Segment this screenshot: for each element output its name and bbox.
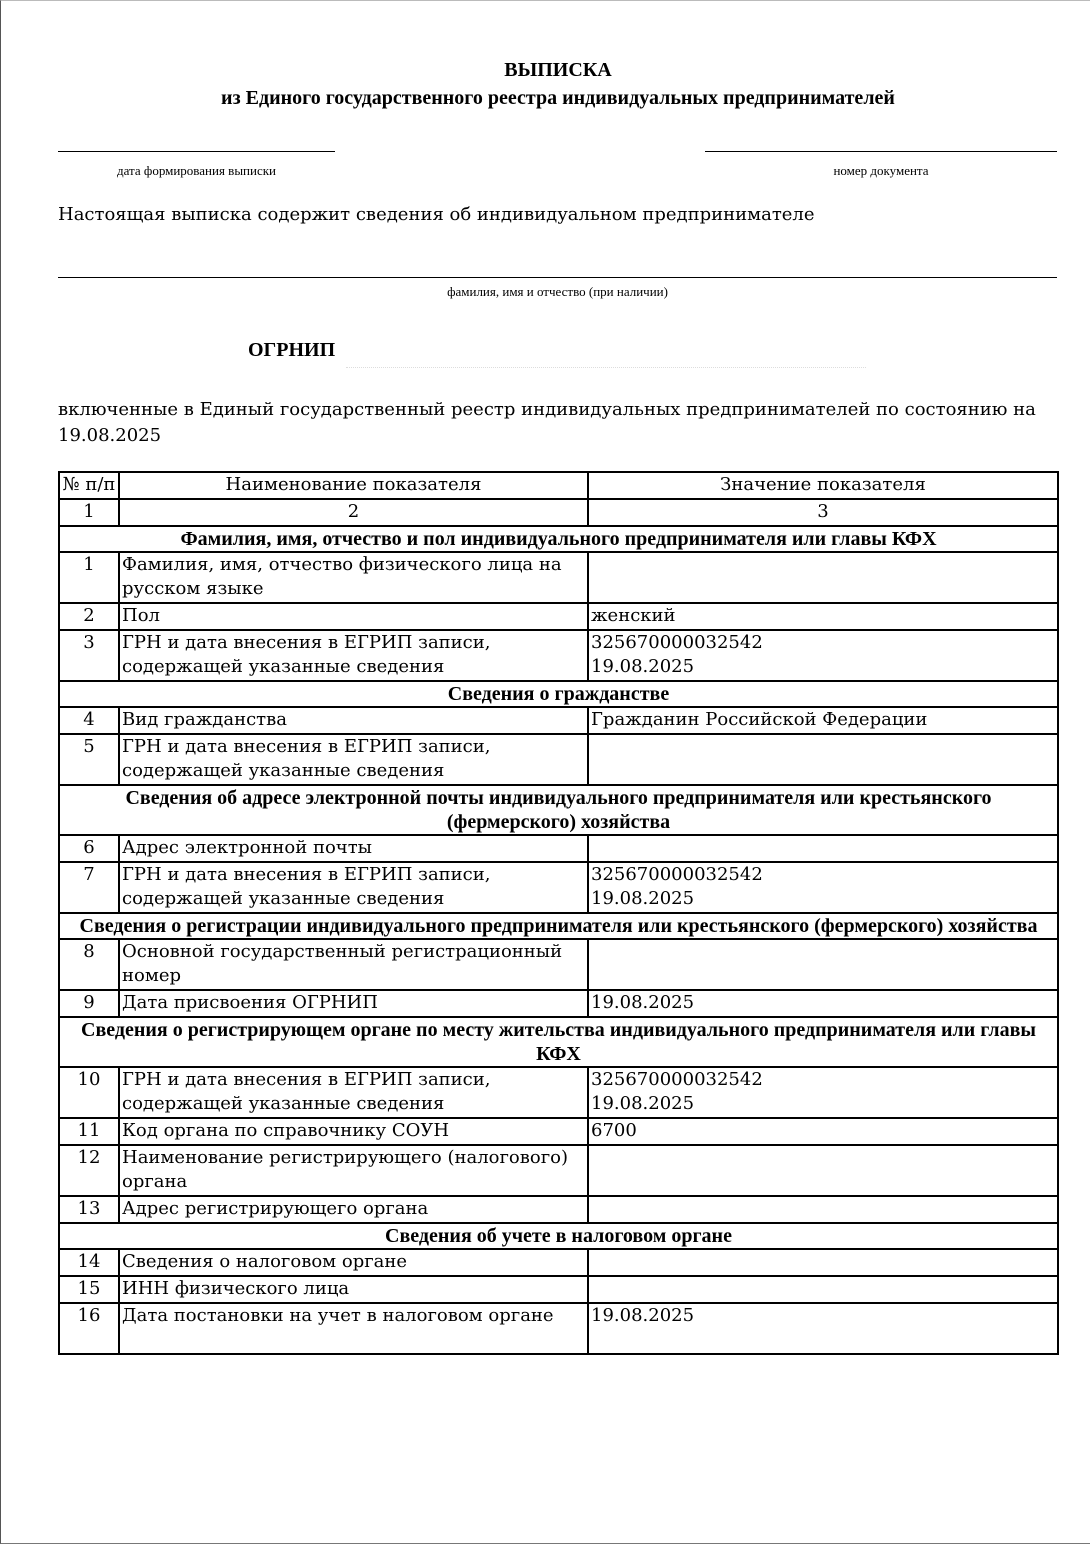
row-number: 11 xyxy=(59,1118,119,1145)
fio-caption: фамилия, имя и отчество (при наличии) xyxy=(447,284,668,299)
indicator-name: Код органа по справочнику СОУН xyxy=(119,1118,588,1145)
value-line: 325670000032542 xyxy=(591,864,763,885)
indicator-name: Сведения о налоговом органе xyxy=(119,1249,588,1276)
table-row xyxy=(59,1276,1058,1303)
section-title: Сведения о регистрации индивидуального предпринимателя или крестьянского (фермерского) хозяйства xyxy=(59,913,1058,939)
section-title: Сведения о гражданстве xyxy=(59,681,1058,707)
indicator-name: ГРН и дата внесения в ЕГРИП записи, содержащей указанные сведения xyxy=(119,1067,588,1118)
section-title: Сведения о регистрирующем органе по месту жительства индивидуального предпринимателя или главы КФХ xyxy=(59,1017,1058,1067)
table-row xyxy=(59,707,1058,734)
value-date: 19.08.2025 xyxy=(591,1093,695,1114)
section-row xyxy=(59,526,1058,552)
section-row xyxy=(59,913,1058,939)
row-number: 6 xyxy=(59,835,119,862)
indicator-value xyxy=(588,707,1058,734)
indicator-value xyxy=(588,603,1058,630)
indicator-value xyxy=(588,939,1058,990)
table-row xyxy=(59,1249,1058,1276)
row-number: 10 xyxy=(59,1067,119,1118)
ogrnip-label: ОГРНИП xyxy=(248,339,336,361)
indicator-name: Адрес электронной почты xyxy=(119,835,588,862)
section-row xyxy=(59,681,1058,707)
indicator-name: ГРН и дата внесения в ЕГРИП записи, содержащей указанные сведения xyxy=(119,734,588,785)
value-date: 19.08.2025 xyxy=(591,888,695,909)
indicator-name: Наименование регистрирующего (налогового) органа xyxy=(119,1145,588,1196)
document-title: ВЫПИСКА xyxy=(504,59,612,81)
row-number: 12 xyxy=(59,1145,119,1196)
section-title: Фамилия, имя, отчество и пол индивидуального предпринимателя или главы КФХ xyxy=(59,526,1058,552)
colnum-1: 1 xyxy=(59,499,119,526)
indicator-name: Фамилия, имя, отчество физического лица на русском языке xyxy=(119,552,588,603)
header-name: Наименование показателя xyxy=(119,472,588,499)
table-row xyxy=(59,552,1058,603)
egrip-table xyxy=(58,471,1059,1355)
table-row xyxy=(59,1067,1058,1118)
row-number: 16 xyxy=(59,1303,119,1354)
row-number: 1 xyxy=(59,552,119,603)
table-row xyxy=(59,1145,1058,1196)
indicator-name: Основной государственный регистрационный номер xyxy=(119,939,588,990)
row-number: 9 xyxy=(59,990,119,1017)
indicator-value xyxy=(588,1196,1058,1223)
value-date: 19.08.2025 xyxy=(591,656,695,677)
table-row xyxy=(59,630,1058,681)
row-number: 15 xyxy=(59,1276,119,1303)
value-line: Гражданин Российской Федерации xyxy=(591,709,928,730)
value-line: 19.08.2025 xyxy=(591,992,695,1013)
table-row xyxy=(59,1196,1058,1223)
section-row xyxy=(59,1017,1058,1067)
date-line xyxy=(58,151,335,152)
section-row xyxy=(59,1223,1058,1249)
header-value: Значение показателя xyxy=(588,472,1058,499)
colnum-3: 3 xyxy=(588,499,1058,526)
indicator-value xyxy=(588,1067,1058,1118)
section-title: Сведения об учете в налоговом органе xyxy=(59,1223,1058,1249)
indicator-name: Вид гражданства xyxy=(119,707,588,734)
indicator-name: Пол xyxy=(119,603,588,630)
table-row xyxy=(59,603,1058,630)
indicator-name: Адрес регистрирующего органа xyxy=(119,1196,588,1223)
table-row xyxy=(59,862,1058,913)
indicator-value xyxy=(588,990,1058,1017)
indicator-name: ГРН и дата внесения в ЕГРИП записи, содержащей указанные сведения xyxy=(119,630,588,681)
header-num: № п/п xyxy=(59,472,119,499)
indicator-value xyxy=(588,1303,1058,1354)
row-number: 7 xyxy=(59,862,119,913)
section-row xyxy=(59,785,1058,835)
indicator-value xyxy=(588,552,1058,603)
table-row xyxy=(59,939,1058,990)
table-header-row xyxy=(59,472,1058,499)
table-colnum-row xyxy=(59,499,1058,526)
row-number: 4 xyxy=(59,707,119,734)
indicator-name: Дата постановки на учет в налоговом органе xyxy=(119,1303,588,1354)
included-text: включенные в Единый государственный реестр индивидуальных предпринимателей по состоянию на 19.08.2025 xyxy=(58,399,1036,446)
section-title: Сведения об адресе электронной почты индивидуального предпринимателя или крестьянского (фермерского) хозяйства xyxy=(59,785,1058,835)
table-body xyxy=(59,472,1058,1354)
row-number: 5 xyxy=(59,734,119,785)
number-caption: номер документа xyxy=(833,163,929,178)
value-line: 6700 xyxy=(591,1120,637,1141)
row-number: 3 xyxy=(59,630,119,681)
value-line: 19.08.2025 xyxy=(591,1305,695,1326)
indicator-value xyxy=(588,630,1058,681)
date-caption: дата формирования выписки xyxy=(116,163,277,178)
document-subtitle: из Единого государственного реестра индивидуальных предпринимателей xyxy=(221,87,895,109)
value-line: 325670000032542 xyxy=(591,1069,763,1090)
row-number: 8 xyxy=(59,939,119,990)
indicator-name: Дата присвоения ОГРНИП xyxy=(119,990,588,1017)
ogrnip-redacted-line xyxy=(346,367,866,368)
fio-line xyxy=(58,277,1057,278)
indicator-value xyxy=(588,862,1058,913)
row-number: 14 xyxy=(59,1249,119,1276)
indicator-value xyxy=(588,835,1058,862)
table-row xyxy=(59,990,1058,1017)
indicator-value xyxy=(588,1276,1058,1303)
number-line xyxy=(705,151,1057,152)
row-number: 2 xyxy=(59,603,119,630)
row-number: 13 xyxy=(59,1196,119,1223)
indicator-name: ГРН и дата внесения в ЕГРИП записи, содержащей указанные сведения xyxy=(119,862,588,913)
indicator-value xyxy=(588,1145,1058,1196)
indicator-value xyxy=(588,734,1058,785)
intro-text: Настоящая выписка содержит сведения об индивидуальном предпринимателе xyxy=(58,204,815,225)
indicator-name: ИНН физического лица xyxy=(119,1276,588,1303)
indicator-value xyxy=(588,1249,1058,1276)
indicator-value xyxy=(588,1118,1058,1145)
value-line: женский xyxy=(591,605,676,626)
value-line: 325670000032542 xyxy=(591,632,763,653)
table-row xyxy=(59,734,1058,785)
table-row xyxy=(59,1118,1058,1145)
table-row xyxy=(59,835,1058,862)
table-row xyxy=(59,1303,1058,1354)
colnum-2: 2 xyxy=(119,499,588,526)
